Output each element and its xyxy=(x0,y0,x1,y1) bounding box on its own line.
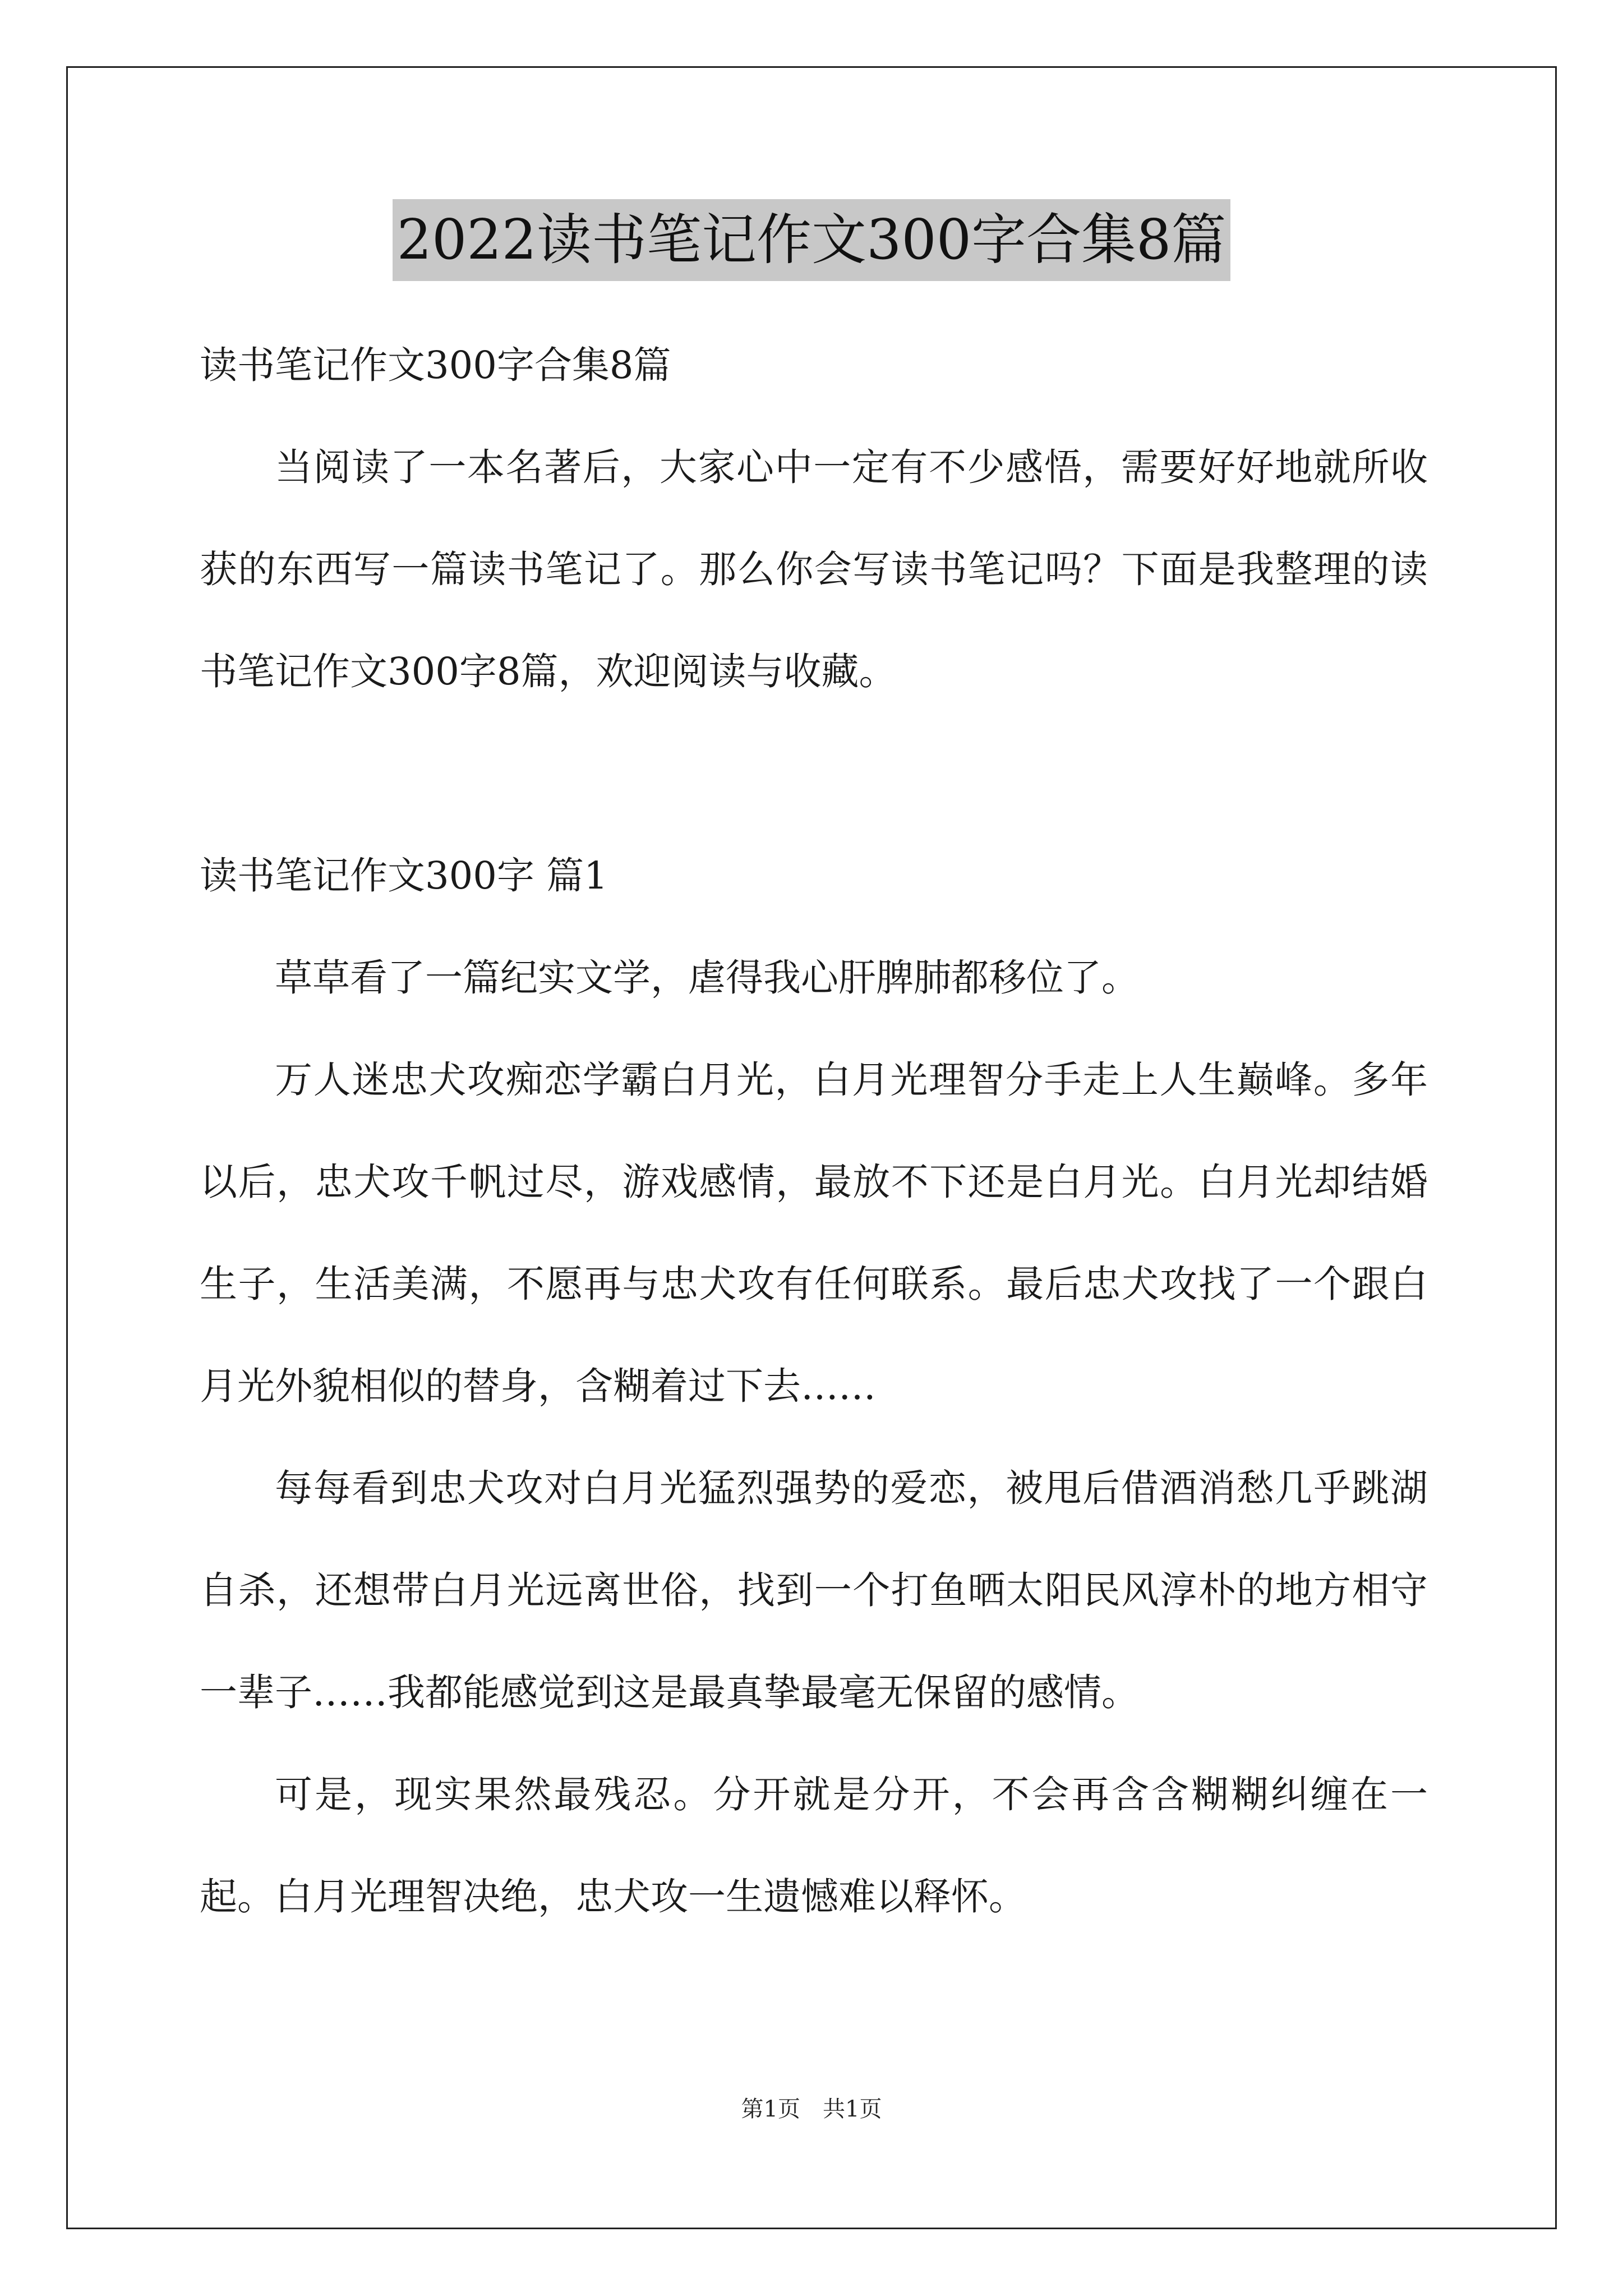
page-total: 共1页 xyxy=(823,2096,882,2122)
document-subtitle: 读书笔记作文300字合集8篇 xyxy=(200,343,671,387)
intro-paragraph: 当阅读了一本名著后，大家心中一定有不少感悟，需要好好地就所收获的东西写一篇读书笔记了。那么你会写读书笔记吗？下面是我整理的读书笔记作文300字8篇，欢迎阅读与收藏。 xyxy=(200,445,1428,693)
title-area xyxy=(0,199,1623,281)
section-spacer xyxy=(200,723,1428,825)
page-number: 第1页 xyxy=(741,2096,800,2122)
body-paragraph: 可是，现实果然最残忍。分开就是分开，不会再含含糊糊纠缠在一起。白月光理智决绝，忠犬攻一生遗憾难以释怀。 xyxy=(200,1773,1428,1918)
document-title: 2022读书笔记作文300字合集8篇 xyxy=(393,199,1231,281)
page-footer xyxy=(0,2091,1623,2123)
body-paragraph: 万人迷忠犬攻痴恋学霸白月光，白月光理智分手走上人生巅峰。多年以后，忠犬攻千帆过尽，游戏感情，最放不下还是白月光。白月光却结婚生子，生活美满，不愿再与忠犬攻有任何联系。最后忠犬攻找了一个跟白月光外貌相似的替身，含糊着过下去…… xyxy=(200,1058,1428,1408)
body-paragraph: 每每看到忠犬攻对白月光猛烈强势的爱恋，被甩后借酒消愁几乎跳湖自杀，还想带白月光远离世俗，找到一个打鱼晒太阳民风淳朴的地方相守一辈子……我都能感觉到这是最真挚最毫无保留的感情。 xyxy=(200,1466,1428,1714)
section-heading: 读书笔记作文300字 篇1 xyxy=(200,854,608,898)
body-paragraph: 草草看了一篇纪实文学，虐得我心肝脾肺都移位了。 xyxy=(275,956,1139,1000)
document-body xyxy=(200,314,1428,1948)
